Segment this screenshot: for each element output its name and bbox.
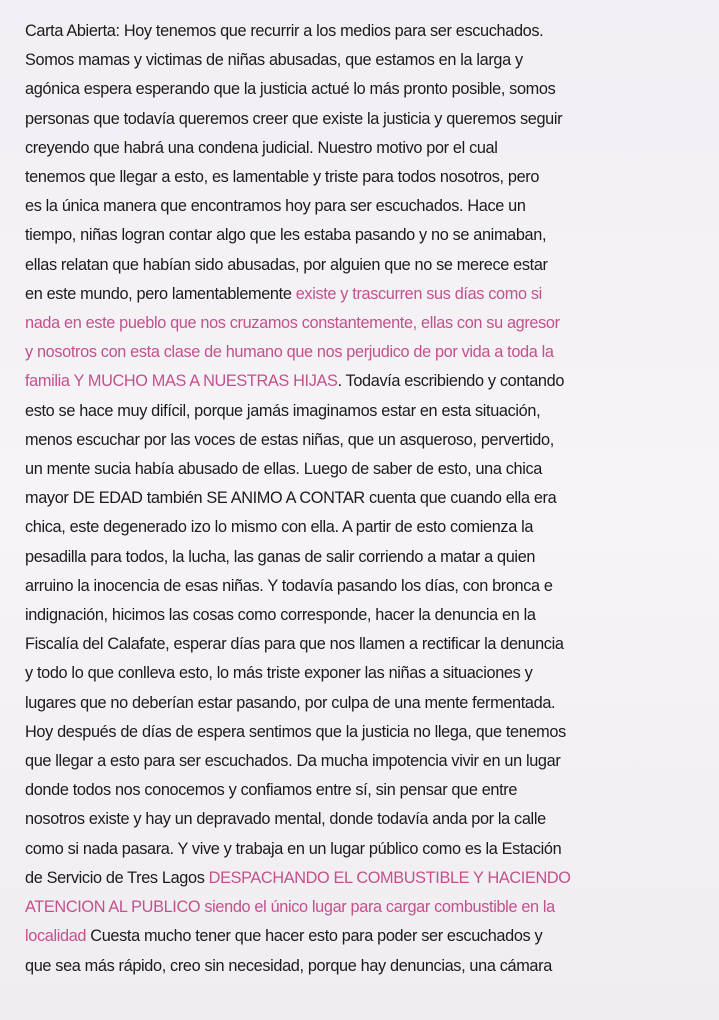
text-segment: como si nada pasara. Y vive y trabaja en un lugar público como es la Estación: [25, 839, 562, 858]
text-segment: de Servicio de Tres Lagos: [25, 868, 209, 887]
highlighted-text: DESPACHANDO EL COMBUSTIBLE Y HACIENDO: [208, 868, 571, 887]
letter-line: [25, 251, 715, 280]
text-segment: Somos mamas y victimas de niñas abusadas, que estamos en la larga y: [25, 51, 523, 70]
letter-line: [25, 659, 715, 688]
highlighted-text: nada en este pueblo que nos cruzamos constantemente, ellas con su agresor: [25, 314, 560, 333]
text-segment: menos escuchar por las voces de estas niñas, que un asqueroso, pervertido,: [25, 430, 554, 449]
letter-line: [25, 192, 715, 221]
text-segment: agónica espera esperando que la justicia actué lo más pronto posible, somos: [25, 80, 556, 99]
text-segment: personas que todavía queremos creer que existe la justicia y queremos seguir: [25, 109, 563, 128]
letter-line: [25, 864, 715, 893]
letter-line: [25, 309, 715, 338]
letter-line: [25, 543, 715, 572]
highlighted-text: y nosotros con esta clase de humano que nos perjudico de por vida a toda la: [25, 343, 554, 362]
letter-line: [25, 572, 715, 601]
text-segment: y todo lo que conlleva esto, lo más triste exponer las niñas a situaciones y: [25, 664, 533, 683]
text-segment: pesadilla para todos, la lucha, las ganas de salir corriendo a matar a quien: [25, 547, 536, 566]
letter-line: [25, 455, 715, 484]
text-segment: tiempo, niñas logran contar algo que les estaba pasando y no se animaban,: [25, 226, 547, 245]
text-segment: un mente sucia había abusado de ellas. Luego de saber de esto, una chica: [25, 460, 542, 479]
letter-line: [25, 484, 715, 513]
letter-line: [25, 105, 715, 134]
text-segment: Hoy después de días de espera sentimos que la justicia no llega, que tenemos: [25, 722, 566, 741]
text-segment: mayor DE EDAD también SE ANIMO A CONTAR cuenta que cuando ella era: [25, 489, 557, 508]
text-segment: indignación, hicimos las cosas como corresponde, hacer la denuncia en la: [25, 606, 536, 625]
letter-line: [25, 338, 715, 367]
letter-line: [25, 835, 715, 864]
text-segment: Cuesta mucho tener que hacer esto para poder ser escuchados y: [86, 927, 543, 946]
text-segment: creyendo que habrá una condena judicial. Nuestro motivo por el cual: [25, 138, 498, 157]
letter-line: [25, 718, 715, 747]
text-segment: chica, este degenerado izo lo mismo con ella. A partir de esto comienza la: [25, 518, 534, 537]
letter-line: [25, 163, 715, 192]
letter-line: [25, 397, 715, 426]
text-segment: donde todos nos conocemos y confiamos entre sí, sin pensar que entre: [25, 781, 518, 800]
letter-line: [25, 630, 715, 659]
text-segment: Carta Abierta: Hoy tenemos que recurrir a los medios para ser escuchados.: [25, 22, 544, 40]
letter-line: [25, 17, 715, 46]
highlighted-text: localidad: [25, 927, 87, 946]
highlighted-text: familia Y MUCHO MAS A NUESTRAS HIJAS: [25, 372, 338, 391]
text-segment: es la única manera que encontramos hoy para ser escuchados. Hace un: [25, 197, 526, 216]
text-segment: Fiscalía del Calafate, esperar días para que nos llamen a rectificar la denuncia: [25, 635, 564, 654]
letter-line: [25, 601, 715, 630]
text-segment: esto se hace muy difícil, porque jamás imaginamos estar en esta situación,: [25, 401, 541, 420]
letter-line: [25, 893, 715, 922]
text-segment: lugares que no deberían estar pasando, por culpa de una mente fermentada.: [25, 693, 556, 712]
letter-line: [25, 776, 715, 805]
letter-line: [25, 46, 715, 75]
letter-line: [25, 426, 715, 455]
letter-line: [25, 952, 715, 981]
text-segment: . Todavía escribiendo y contando: [337, 372, 565, 391]
letter-line: [25, 689, 715, 718]
highlighted-text: existe y trascurren sus días como si: [295, 284, 542, 303]
letter-line: [25, 805, 715, 834]
text-segment: que sea más rápido, creo sin necesidad, porque hay denuncias, una cámara: [25, 956, 552, 975]
letter-line: [25, 367, 715, 396]
highlighted-text: ATENCION AL PUBLICO siendo el único lugar para cargar combustible en la: [25, 898, 555, 917]
letter-line: [25, 134, 715, 163]
text-segment: tenemos que llegar a esto, es lamentable y triste para todos nosotros, pero: [25, 168, 540, 187]
letter-line: [25, 513, 715, 542]
letter-line: [25, 922, 715, 951]
letter-line: [25, 747, 715, 776]
text-segment: arruino la inocencia de esas niñas. Y todavía pasando los días, con bronca e: [25, 576, 553, 595]
open-letter-text: [25, 17, 715, 981]
text-segment: que llegar a esto para ser escuchados. Da mucha impotencia vivir en un lugar: [25, 752, 561, 771]
text-segment: en este mundo, pero lamentablemente: [25, 284, 296, 303]
text-segment: ellas relatan que habían sido abusadas, por alguien que no se merece estar: [25, 255, 548, 274]
letter-line: [25, 75, 715, 104]
text-segment: nosotros existe y hay un depravado mental, donde todavía anda por la calle: [25, 810, 546, 829]
letter-line: [25, 280, 715, 309]
letter-line: [25, 221, 715, 250]
